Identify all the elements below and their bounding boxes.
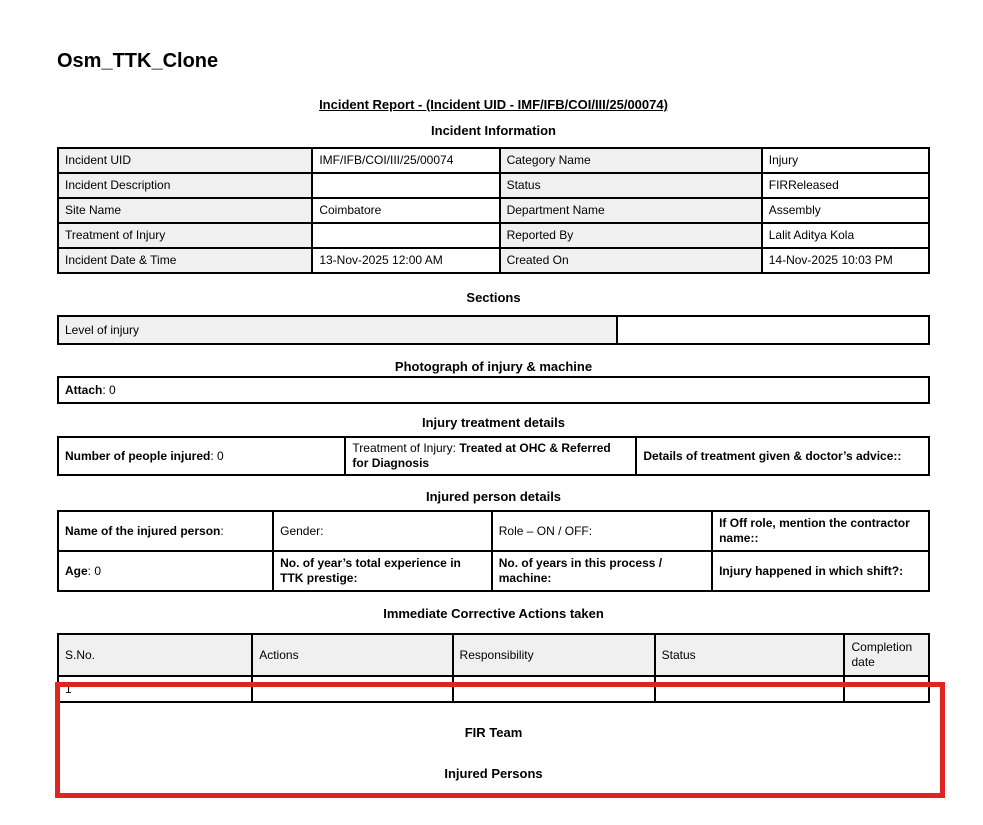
treatment-label: Treatment of Injury: bbox=[352, 441, 460, 455]
department-name-value: Assembly bbox=[762, 198, 929, 223]
status-column-header: Status bbox=[655, 634, 845, 676]
role-cell: Role – ON / OFF: bbox=[492, 511, 712, 551]
experience-label: No. of year’s total experience in TTK prestige: bbox=[280, 556, 461, 585]
category-name-label: Category Name bbox=[500, 148, 762, 173]
table-row bbox=[58, 377, 929, 403]
treatment-details-label: Details of treatment given & doctor’s advice:: bbox=[643, 448, 902, 463]
people-injured-label: Number of people injured bbox=[65, 448, 211, 463]
contractor-cell bbox=[712, 511, 929, 551]
category-name-value: Injury bbox=[762, 148, 929, 173]
age-cell bbox=[58, 551, 273, 591]
created-on-label: Created On bbox=[500, 248, 762, 273]
table-row bbox=[58, 676, 929, 702]
site-name-value: Coimbatore bbox=[312, 198, 499, 223]
incident-datetime-label: Incident Date & Time bbox=[58, 248, 312, 273]
table-row bbox=[58, 511, 929, 551]
table-row bbox=[58, 198, 929, 223]
section-heading-corrective-actions: Immediate Corrective Actions taken bbox=[383, 606, 604, 621]
section-heading-injured-persons: Injured Persons bbox=[444, 766, 543, 781]
treatment-cell bbox=[345, 437, 636, 475]
section-heading-fir-team: FIR Team bbox=[464, 725, 523, 740]
age-label: Age bbox=[65, 563, 88, 578]
contractor-label: If Off role, mention the contractor name:: bbox=[719, 516, 910, 545]
actions-cell bbox=[252, 676, 452, 702]
actions-column-header: Actions bbox=[252, 634, 452, 676]
treatment-details-cell bbox=[636, 437, 929, 475]
gender-cell: Gender: bbox=[273, 511, 492, 551]
photograph-table bbox=[57, 376, 930, 404]
injured-name-suffix: : bbox=[220, 523, 224, 538]
table-row bbox=[58, 316, 929, 344]
section-heading-photograph: Photograph of injury & machine bbox=[394, 359, 593, 374]
level-of-injury-value bbox=[617, 316, 929, 344]
table-row bbox=[58, 148, 929, 173]
table-header-row bbox=[58, 634, 929, 676]
sections-table bbox=[57, 315, 930, 345]
status-cell bbox=[655, 676, 845, 702]
shift-label: Injury happened in which shift?: bbox=[719, 563, 904, 578]
page-title: Osm_TTK_Clone bbox=[57, 50, 219, 72]
injury-treatment-table bbox=[57, 436, 930, 476]
report-heading: Incident Report - (Incident UID - IMF/IFB/COI/III/25/00074) bbox=[319, 97, 668, 112]
injured-name-label: Name of the injured person bbox=[65, 523, 221, 538]
incident-uid-label: Incident UID bbox=[58, 148, 312, 173]
status-value: FIRReleased bbox=[762, 173, 929, 198]
injured-name-cell bbox=[58, 511, 273, 551]
corrective-actions-table bbox=[57, 633, 930, 703]
sno-cell: 1 bbox=[58, 676, 252, 702]
status-label: Status bbox=[500, 173, 762, 198]
created-on-value: 14-Nov-2025 10:03 PM bbox=[762, 248, 929, 273]
treatment-of-injury-value bbox=[312, 223, 499, 248]
experience-cell bbox=[273, 551, 492, 591]
attach-label: Attach bbox=[65, 382, 103, 397]
incident-description-value bbox=[312, 173, 499, 198]
incident-uid-value: IMF/IFB/COI/III/25/00074 bbox=[312, 148, 499, 173]
treatment-value: Treated at OHC & Referred for Diagnosis bbox=[352, 441, 611, 470]
incident-datetime-value: 13-Nov-2025 12:00 AM bbox=[312, 248, 499, 273]
site-name-label: Site Name bbox=[58, 198, 312, 223]
section-heading-injury-treatment: Injury treatment details bbox=[421, 415, 566, 430]
table-row bbox=[58, 248, 929, 273]
process-years-label: No. of years in this process / machine: bbox=[498, 556, 663, 585]
reported-by-label: Reported By bbox=[500, 223, 762, 248]
attach-cell bbox=[58, 377, 929, 403]
responsibility-cell bbox=[453, 676, 655, 702]
section-heading-injured-person: Injured person details bbox=[425, 489, 562, 504]
incident-information-table bbox=[57, 147, 930, 274]
treatment-of-injury-label: Treatment of Injury bbox=[58, 223, 312, 248]
incident-description-label: Incident Description bbox=[58, 173, 312, 198]
table-row bbox=[58, 223, 929, 248]
injured-person-table bbox=[57, 510, 930, 592]
sno-column-header: S.No. bbox=[58, 634, 252, 676]
attach-value: : 0 bbox=[102, 382, 116, 397]
level-of-injury-label: Level of injury bbox=[58, 316, 617, 344]
department-name-label: Department Name bbox=[500, 198, 762, 223]
section-heading-incident-information: Incident Information bbox=[431, 123, 556, 138]
section-heading-sections: Sections bbox=[466, 290, 521, 305]
table-row bbox=[58, 437, 929, 475]
table-row bbox=[58, 551, 929, 591]
report-content bbox=[57, 0, 930, 781]
people-injured-value: : 0 bbox=[210, 448, 224, 463]
reported-by-value: Lalit Aditya Kola bbox=[762, 223, 929, 248]
completion-date-cell bbox=[844, 676, 929, 702]
age-value: : 0 bbox=[87, 563, 102, 578]
process-years-cell bbox=[492, 551, 712, 591]
people-injured-cell bbox=[58, 437, 345, 475]
table-row bbox=[58, 173, 929, 198]
shift-cell bbox=[712, 551, 929, 591]
responsibility-column-header: Responsibility bbox=[453, 634, 655, 676]
completion-date-column-header: Completion date bbox=[844, 634, 929, 676]
